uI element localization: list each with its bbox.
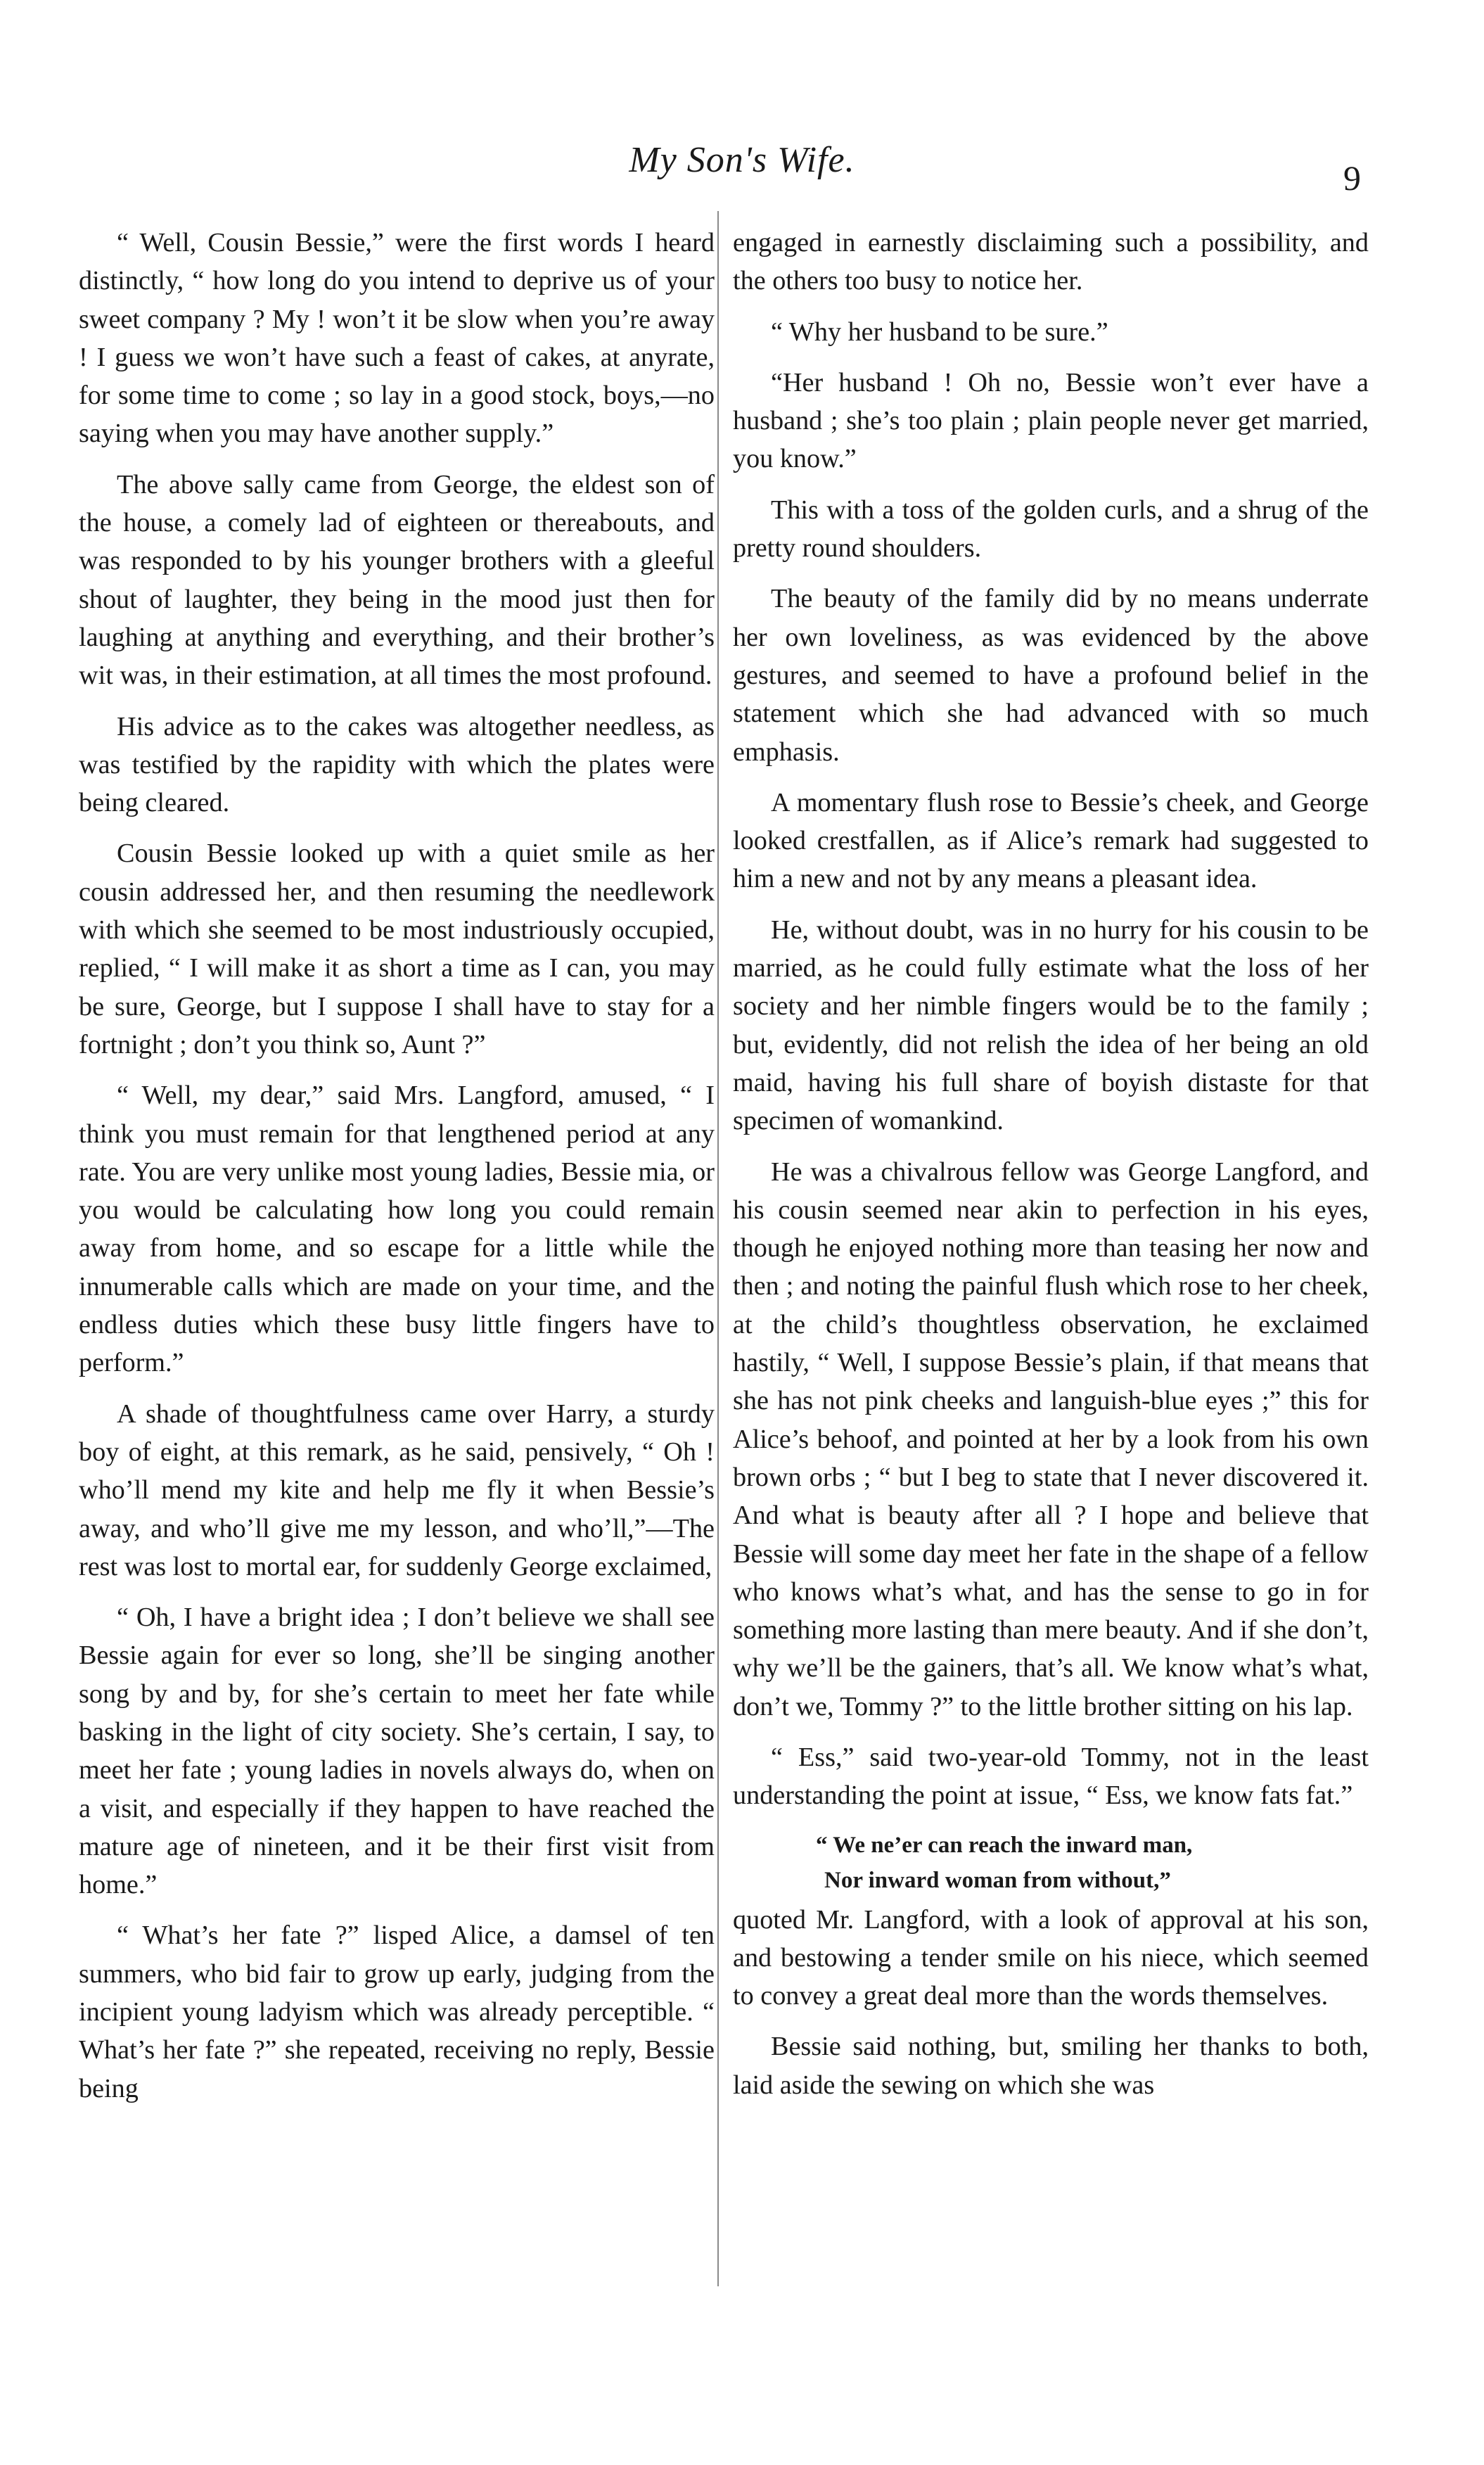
paragraph: “ What’s her fate ?” lisped Alice, a damsel of ten summers, who bid fair to grow up early, judging from the incipient young ladyism which was already perceptible. “ What’s her fate ?” she repeated, receiving no reply, Bessie being: [79, 1921, 715, 2103]
verse-quotation: [733, 1828, 1369, 1898]
running-header-title: My Son's Wife.: [629, 140, 855, 180]
paragraph: “ Well, Cousin Bessie,” were the first words I heard distinctly, “ how long do you intend to deprive us of your sweet company ? My ! won’t it be slow when you’re away ! I guess we won’t have such a feast of cakes, at anyrate, for some time to come ; so lay in a good stock, boys,—no saying when you may have another supply.”: [79, 228, 715, 449]
paragraph: He, without doubt, was in no hurry for his cousin to be married, as he could fully estimate what the loss of her society and her nimble fingers would be to the family ; but, evidently, did not relish the idea of her being an old maid, having his full share of boyish distaste for that specimen of womankind.: [733, 915, 1369, 1136]
column-divider: [717, 211, 719, 2286]
verse-line: Nor inward woman from without,”: [824, 1867, 1171, 1893]
paragraph: A shade of thoughtfulness came over Harry, a sturdy boy of eight, at this remark, as he said, pensively, “ Oh ! who’ll mend my kite and help me fly it when Bessie’s away, and who’ll give me my lesson, and who’ll,”—The rest was lost to mortal ear, for suddenly George exclaimed,: [79, 1399, 715, 1581]
page-number: 9: [1343, 158, 1361, 198]
paragraph: “ Why her husband to be sure.”: [771, 317, 1108, 347]
paragraph: “ Oh, I have a bright idea ; I don’t believe we shall see Bessie again for ever so long, she’ll be singing another song by and by, for she’s certain to meet her fate while basking in the light of city society. She’s certain, I say, to meet her fate ; young ladies in novels always do, when on a visit, and especially if they happen to have reached the mature age of nineteen, and it be their first visit from home.”: [79, 1603, 715, 1900]
paragraph: “Her husband ! Oh no, Bessie won’t ever have a husband ; she’s too plain ; plain people never get married, you know.”: [733, 367, 1369, 474]
paragraph: Bessie said nothing, but, smiling her thanks to both, laid aside the sewing on which she was: [733, 2032, 1369, 2100]
verse-line: “ We ne’er can reach the inward man,: [816, 1832, 1193, 1858]
paragraph: The beauty of the family did by no means underrate her own loveliness, as was evidenced by the above gestures, and seemed to have a profound belief in the statement which she had advanced with so much emphasis.: [733, 584, 1369, 767]
paragraph: “ Well, my dear,” said Mrs. Langford, amused, “ I think you must remain for that lengthened period at any rate. You are very unlike most young ladies, Bessie mia, or you would be calculating how long you could remain away from home, and so escape for a little while the innumerable calls which are made on your time, and the endless duties which these busy little fingers have to perform.”: [79, 1081, 715, 1378]
continued-paragraph: engaged in earnestly disclaiming such a possibility, and the others too busy to notice her.: [733, 228, 1369, 296]
paragraph: This with a toss of the golden curls, and a shrug of the pretty round shoulders.: [733, 495, 1369, 563]
paragraph: “ Ess,” said two-year-old Tommy, not in the least understanding the point at issue, “ Ess, we know fats fat.”: [733, 1742, 1369, 1811]
left-column: [79, 224, 715, 2120]
right-column: [733, 224, 1369, 2117]
paragraph: quoted Mr. Langford, with a look of approval at his son, and bestowing a tender smile on his niece, which seemed to convey a great deal more than the words themselves.: [733, 1904, 1369, 2011]
paragraph: Cousin Bessie looked up with a quiet smile as her cousin addressed her, and then resuming the needlework with which she seemed to be most industriously occupied, replied, “ I will make it as short a time as I can, you may be sure, George, but I suppose I shall have to stay for a fortnight ; don’t you think so, Aunt ?”: [79, 839, 715, 1059]
paragraph: The above sally came from George, the eldest son of the house, a comely lad of eighteen or thereabouts, and was responded to by his younger brothers with a gleeful shout of laughter, they being in the mood just then for laughing at anything and everything, and their brother’s wit was, in their estimation, at all times the most profound.: [79, 469, 715, 691]
paragraph: He was a chivalrous fellow was George Langford, and his cousin seemed near akin to perfection in his eyes, though he enjoyed nothing more than teasing her now and then ; and noting the painful flush which rose to her cheek, at the child’s thoughtless observation, he exclaimed hastily, “ Well, I suppose Bessie’s plain, if that means that she has not pink cheeks and languish-blue eyes ;” this for Alice’s behoof, and pointed at her by a look from his own brown orbs ; “ but I beg to state that I never discovered it. And what is beauty after all ? I hope and believe that Bessie will some day meet her fate in the shape of a fellow who knows what’s what, and has the sense to go in for something more lasting than mere beauty. And if she don’t, why we’ll be the gainers, that’s all. We know what’s what, don’t we, Tommy ?” to the little brother sitting on his lap.: [733, 1157, 1369, 1721]
paragraph: His advice as to the cakes was altogether needless, as was testified by the rapidity with which the plates were being cleared.: [79, 711, 715, 818]
paragraph: A momentary flush rose to Bessie’s cheek, and George looked crestfallen, as if Alice’s remark had suggested to him a new and not by any means a pleasant idea.: [733, 787, 1369, 894]
